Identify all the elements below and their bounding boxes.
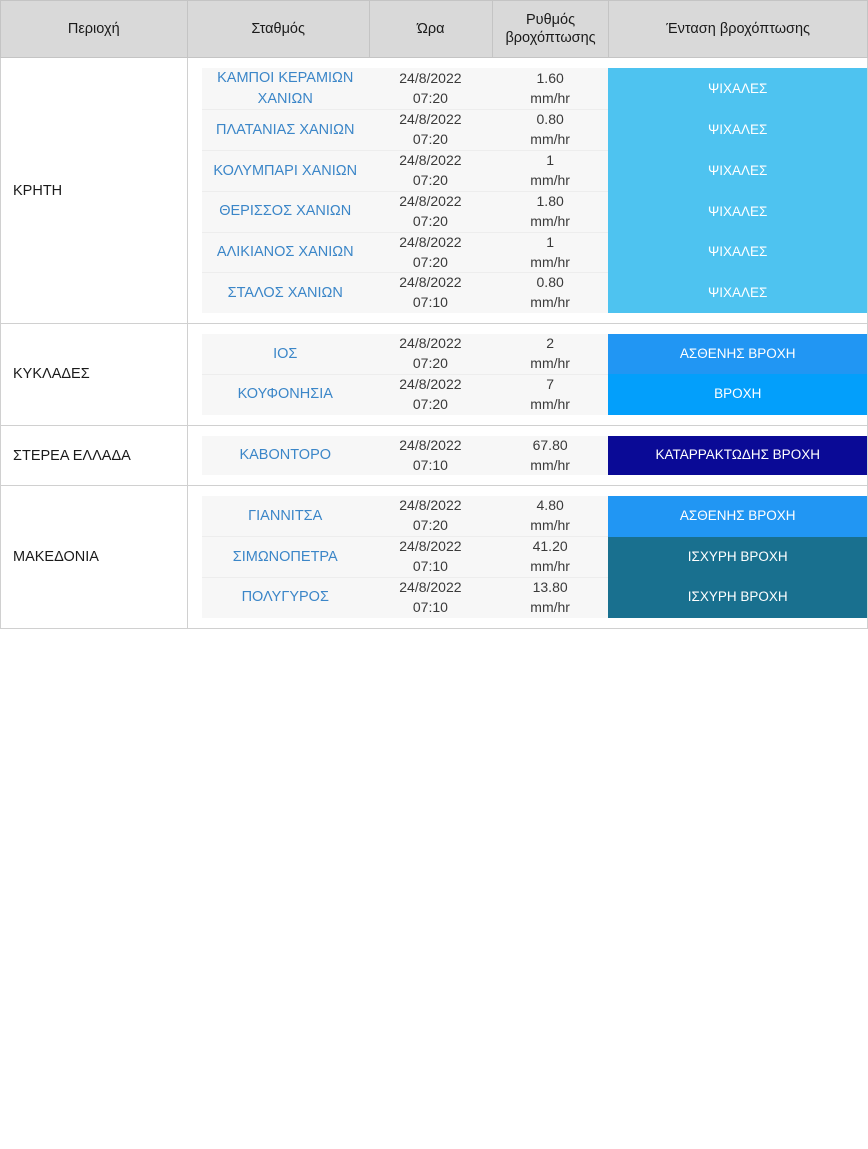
rain-rate-number: 67.80	[532, 436, 568, 453]
observation-time: 07:20	[412, 212, 448, 229]
rain-rate-number: 13.80	[532, 578, 568, 595]
station-link[interactable]: ΠΟΛΥΓΥΡΟΣ	[202, 577, 369, 617]
rain-rate-unit: mm/hr	[530, 517, 570, 534]
rain-rate-unit: mm/hr	[530, 212, 570, 229]
header-row	[1, 1, 868, 58]
observation-date: 24/8/2022	[399, 152, 462, 169]
rain-rate-value	[492, 334, 609, 374]
rain-rate-number: 4.80	[536, 497, 564, 514]
observation-datetime	[369, 68, 492, 110]
observation-date: 24/8/2022	[399, 111, 462, 128]
intensity-badge: ΙΣΧΥΡΗ ΒΡΟΧΗ	[608, 577, 867, 617]
station-link[interactable]: ΚΑΒΟΝΤΟΡΟ	[202, 436, 369, 476]
rain-rate-unit: mm/hr	[530, 172, 570, 189]
station-link[interactable]: ΚΟΥΦΟΝΗΣΙΑ	[202, 374, 369, 414]
observation-date: 24/8/2022	[399, 335, 462, 352]
station-link[interactable]: ΚΟΛΥΜΠΑΡΙ ΧΑΝΙΩΝ	[202, 151, 369, 192]
intensity-badge: ΨΙΧΑΛΕΣ	[608, 68, 867, 110]
intensity-badge: ΚΑΤΑΡΡΑΚΤΩΔΗΣ ΒΡΟΧΗ	[608, 436, 867, 476]
rain-rate-unit: mm/hr	[530, 355, 570, 372]
table-body	[1, 58, 868, 628]
observation-date: 24/8/2022	[399, 192, 462, 209]
table-row	[202, 273, 867, 313]
rain-rate-unit: mm/hr	[530, 558, 570, 575]
table-row	[202, 436, 867, 476]
region-stations-cell	[187, 58, 867, 324]
intensity-badge: ΙΣΧΥΡΗ ΒΡΟΧΗ	[608, 537, 867, 578]
region-stations-cell	[187, 324, 867, 426]
rain-rate-value	[492, 374, 609, 414]
rain-rate-number: 0.80	[536, 111, 564, 128]
rain-rate-number: 1.60	[536, 69, 564, 86]
station-link[interactable]: ΙΟΣ	[202, 334, 369, 374]
table-row	[202, 334, 867, 374]
region-row	[1, 58, 868, 324]
intensity-badge: ΨΙΧΑΛΕΣ	[608, 232, 867, 273]
intensity-badge: ΒΡΟΧΗ	[608, 374, 867, 414]
observation-date: 24/8/2022	[399, 69, 462, 86]
header-rain-rate	[492, 1, 609, 58]
region-name: ΣΤΕΡΕΑ ΕΛΛΑΔΑ	[1, 425, 188, 486]
rain-rate-number: 1.80	[536, 192, 564, 209]
observation-datetime	[369, 151, 492, 192]
observation-time: 07:20	[412, 172, 448, 189]
rain-rate-unit: mm/hr	[530, 294, 570, 311]
header-time: Ώρα	[369, 1, 492, 58]
intensity-badge: ΨΙΧΑΛΕΣ	[608, 191, 867, 232]
observation-datetime	[369, 374, 492, 414]
region-row	[1, 486, 868, 628]
observation-time: 07:20	[412, 89, 448, 106]
observation-datetime	[369, 273, 492, 313]
station-table	[202, 334, 867, 415]
observation-time: 07:20	[412, 355, 448, 372]
header-rain-rate-line2: βροχόπτωσης	[505, 30, 596, 47]
rain-rate-value	[492, 537, 609, 578]
rain-rate-unit: mm/hr	[530, 253, 570, 270]
rain-rate-unit: mm/hr	[530, 131, 570, 148]
table-row	[202, 68, 867, 110]
rain-rate-value	[492, 273, 609, 313]
rain-rate-value	[492, 68, 609, 110]
rain-rate-value	[492, 496, 609, 536]
observation-date: 24/8/2022	[399, 497, 462, 514]
observation-date: 24/8/2022	[399, 538, 462, 555]
intensity-badge: ΨΙΧΑΛΕΣ	[608, 151, 867, 192]
region-row	[1, 324, 868, 426]
table-row	[202, 577, 867, 617]
observation-datetime	[369, 537, 492, 578]
observation-time: 07:20	[412, 517, 448, 534]
rain-rate-unit: mm/hr	[530, 89, 570, 106]
rain-rate-value	[492, 577, 609, 617]
station-table	[202, 436, 867, 476]
rain-rate-unit: mm/hr	[530, 598, 570, 615]
observation-time: 07:20	[412, 131, 448, 148]
intensity-badge: ΑΣΘΕΝΗΣ ΒΡΟΧΗ	[608, 334, 867, 374]
intensity-badge: ΨΙΧΑΛΕΣ	[608, 273, 867, 313]
rain-rate-number: 41.20	[532, 538, 568, 555]
station-link[interactable]: ΚΑΜΠΟΙ ΚΕΡΑΜΙΩΝ ΧΑΝΙΩΝ	[202, 68, 369, 110]
rain-rate-value	[492, 191, 609, 232]
rain-rate-unit: mm/hr	[530, 456, 570, 473]
header-rain-rate-line1: Ρυθμός	[526, 12, 576, 28]
observation-date: 24/8/2022	[399, 375, 462, 392]
observation-date: 24/8/2022	[399, 578, 462, 595]
header-station: Σταθμός	[187, 1, 369, 58]
rain-rate-number: 1	[546, 152, 555, 169]
rain-rate-number: 2	[546, 335, 555, 352]
rain-rate-number: 0.80	[536, 274, 564, 291]
observation-date: 24/8/2022	[399, 436, 462, 453]
table-row	[202, 537, 867, 578]
region-name: ΜΑΚΕΔΟΝΙΑ	[1, 486, 188, 628]
observation-datetime	[369, 334, 492, 374]
observation-datetime	[369, 496, 492, 536]
station-link[interactable]: ΠΛΑΤΑΝΙΑΣ ΧΑΝΙΩΝ	[202, 110, 369, 151]
region-stations-cell	[187, 425, 867, 486]
observation-datetime	[369, 110, 492, 151]
observation-time: 07:10	[412, 294, 448, 311]
observation-time: 07:10	[412, 558, 448, 575]
station-link[interactable]: ΑΛΙΚΙΑΝΟΣ ΧΑΝΙΩΝ	[202, 232, 369, 273]
observation-time: 07:20	[412, 253, 448, 270]
observation-time: 07:10	[412, 598, 448, 615]
intensity-badge: ΑΣΘΕΝΗΣ ΒΡΟΧΗ	[608, 496, 867, 536]
rain-rate-number: 1	[546, 233, 555, 250]
station-table	[202, 496, 867, 617]
table-row	[202, 496, 867, 536]
table-row	[202, 151, 867, 192]
rain-rate-value	[492, 436, 609, 476]
table-header	[1, 1, 868, 58]
rain-rate-number: 7	[546, 375, 555, 392]
observation-datetime	[369, 232, 492, 273]
table-row	[202, 232, 867, 273]
table-row	[202, 191, 867, 232]
station-link[interactable]: ΓΙΑΝΝΙΤΣΑ	[202, 496, 369, 536]
observation-date: 24/8/2022	[399, 233, 462, 250]
observation-time: 07:20	[412, 395, 448, 412]
observation-date: 24/8/2022	[399, 274, 462, 291]
region-name: ΚΡΗΤΗ	[1, 58, 188, 324]
observation-datetime	[369, 436, 492, 476]
rain-rate-unit: mm/hr	[530, 395, 570, 412]
intensity-badge: ΨΙΧΑΛΕΣ	[608, 110, 867, 151]
station-table	[202, 68, 867, 313]
rain-rate-value	[492, 110, 609, 151]
rain-rate-value	[492, 151, 609, 192]
header-region: Περιοχή	[1, 1, 188, 58]
table-row	[202, 110, 867, 151]
observation-time: 07:10	[412, 456, 448, 473]
observation-datetime	[369, 191, 492, 232]
station-link[interactable]: ΣΤΑΛΟΣ ΧΑΝΙΩΝ	[202, 273, 369, 313]
table-row	[202, 374, 867, 414]
rain-rate-value	[492, 232, 609, 273]
region-stations-cell	[187, 486, 867, 628]
header-rain-intensity: Ένταση βροχόπτωσης	[609, 1, 868, 58]
region-row	[1, 425, 868, 486]
observation-datetime	[369, 577, 492, 617]
region-name: ΚΥΚΛΑΔΕΣ	[1, 324, 188, 426]
station-link[interactable]: ΘΕΡΙΣΣΟΣ ΧΑΝΙΩΝ	[202, 191, 369, 232]
station-link[interactable]: ΣΙΜΩΝΟΠΕΤΡΑ	[202, 537, 369, 578]
